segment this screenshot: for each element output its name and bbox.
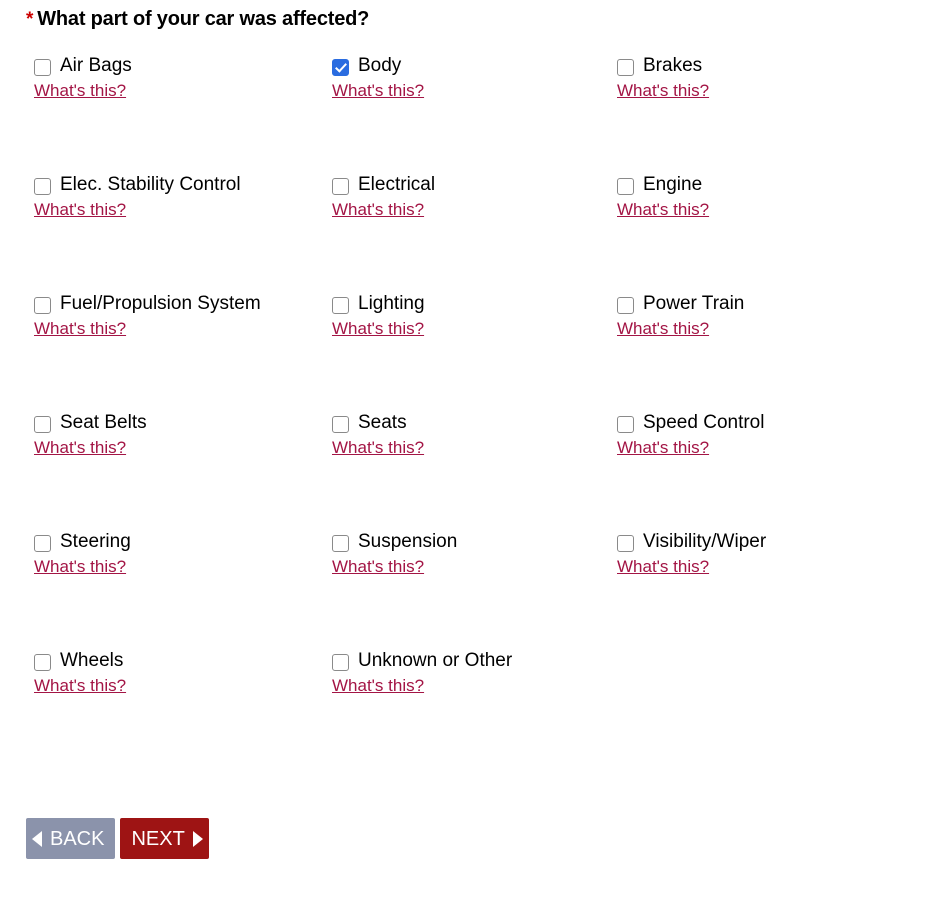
checkbox-row[interactable] — [332, 411, 617, 435]
checkbox-label: Air Bags — [60, 55, 132, 76]
navigation-buttons — [26, 818, 209, 859]
checkbox-option — [617, 173, 917, 292]
checkbox-option — [34, 173, 332, 292]
checkbox-option — [332, 292, 617, 411]
whats-this-link[interactable]: What's this? — [617, 438, 710, 457]
checkbox-row[interactable] — [34, 530, 332, 554]
checkbox-input[interactable] — [617, 416, 634, 433]
checkbox-label: Engine — [643, 174, 703, 195]
checkbox-row[interactable] — [332, 173, 617, 197]
whats-this-link[interactable]: What's this? — [332, 557, 425, 576]
checkbox-label: Body — [358, 55, 402, 76]
checkbox-option — [617, 54, 917, 173]
checkbox-input[interactable] — [332, 535, 349, 552]
checkbox-row[interactable] — [34, 292, 332, 316]
checkbox-row[interactable] — [332, 649, 617, 673]
next-button-label: NEXT — [131, 827, 185, 850]
checkbox-row[interactable] — [34, 411, 332, 435]
checkbox-option — [332, 411, 617, 530]
checkbox-row[interactable] — [332, 54, 617, 78]
whats-this-link[interactable]: What's this? — [332, 81, 425, 100]
checkbox-option — [34, 54, 332, 173]
checkbox-input[interactable] — [34, 416, 51, 433]
whats-this-link[interactable]: What's this? — [34, 676, 127, 695]
checkbox-label: Lighting — [358, 293, 425, 314]
whats-this-link[interactable]: What's this? — [332, 676, 425, 695]
checkbox-input[interactable] — [34, 178, 51, 195]
checkbox-option — [332, 530, 617, 649]
whats-this-link[interactable]: What's this? — [332, 438, 425, 457]
checkbox-row[interactable] — [34, 54, 332, 78]
checkbox-option — [332, 649, 617, 768]
checkbox-input[interactable] — [332, 654, 349, 671]
checkbox-row[interactable] — [617, 54, 917, 78]
checkbox-label: Seats — [358, 412, 407, 433]
checkbox-input[interactable] — [617, 535, 634, 552]
checkbox-input[interactable] — [34, 654, 51, 671]
whats-this-link[interactable]: What's this? — [34, 319, 127, 338]
checkbox-label: Speed Control — [643, 412, 765, 433]
checkbox-input[interactable] — [34, 297, 51, 314]
checkbox-label: Power Train — [643, 293, 745, 314]
checkbox-row[interactable] — [617, 292, 917, 316]
whats-this-link[interactable]: What's this? — [617, 557, 710, 576]
checkbox-option — [34, 411, 332, 530]
whats-this-link[interactable]: What's this? — [34, 200, 127, 219]
next-button[interactable] — [120, 818, 208, 859]
checkbox-input[interactable] — [332, 297, 349, 314]
checkbox-label: Elec. Stability Control — [60, 174, 241, 195]
checkbox-input[interactable] — [34, 59, 51, 76]
back-button[interactable] — [26, 818, 115, 859]
checkbox-label: Electrical — [358, 174, 436, 195]
whats-this-link[interactable]: What's this? — [34, 81, 127, 100]
checkbox-row[interactable] — [34, 649, 332, 673]
checkbox-row[interactable] — [34, 173, 332, 197]
checkbox-row[interactable] — [332, 530, 617, 554]
whats-this-link[interactable]: What's this? — [34, 438, 127, 457]
checkbox-option — [617, 530, 917, 649]
whats-this-link[interactable]: What's this? — [617, 81, 710, 100]
checkbox-input[interactable] — [617, 297, 634, 314]
checkbox-option — [617, 411, 917, 530]
checkbox-label: Seat Belts — [60, 412, 147, 433]
checkbox-option — [617, 292, 917, 411]
arrow-right-icon — [193, 831, 203, 847]
checkbox-row[interactable] — [332, 292, 617, 316]
checkbox-input[interactable] — [34, 535, 51, 552]
checkbox-input[interactable] — [332, 59, 349, 76]
checkbox-option — [34, 649, 332, 768]
checkbox-option — [332, 54, 617, 173]
checkbox-input[interactable] — [617, 178, 634, 195]
back-button-label: BACK — [50, 827, 105, 850]
checkbox-label: Suspension — [358, 531, 458, 552]
checkbox-input[interactable] — [617, 59, 634, 76]
checkbox-label: Steering — [60, 531, 131, 552]
checkbox-option — [332, 173, 617, 292]
checkbox-label: Brakes — [643, 55, 703, 76]
required-marker: * — [26, 9, 34, 30]
checkbox-label: Wheels — [60, 650, 124, 671]
whats-this-link[interactable]: What's this? — [332, 200, 425, 219]
arrow-left-icon — [32, 831, 42, 847]
checkbox-label: Visibility/Wiper — [643, 531, 767, 552]
page-title — [26, 8, 369, 31]
checkbox-grid — [0, 54, 938, 768]
checkbox-row[interactable] — [617, 411, 917, 435]
checkbox-row[interactable] — [617, 173, 917, 197]
whats-this-link[interactable]: What's this? — [617, 200, 710, 219]
checkbox-option — [34, 530, 332, 649]
grid-empty-cell — [617, 649, 917, 768]
checkbox-option — [34, 292, 332, 411]
checkbox-label: Fuel/Propulsion System — [60, 293, 261, 314]
whats-this-link[interactable]: What's this? — [34, 557, 127, 576]
checkbox-input[interactable] — [332, 178, 349, 195]
checkbox-row[interactable] — [617, 530, 917, 554]
checkbox-input[interactable] — [332, 416, 349, 433]
checkbox-label: Unknown or Other — [358, 650, 513, 671]
question-text: What part of your car was affected? — [37, 8, 370, 30]
whats-this-link[interactable]: What's this? — [617, 319, 710, 338]
whats-this-link[interactable]: What's this? — [332, 319, 425, 338]
